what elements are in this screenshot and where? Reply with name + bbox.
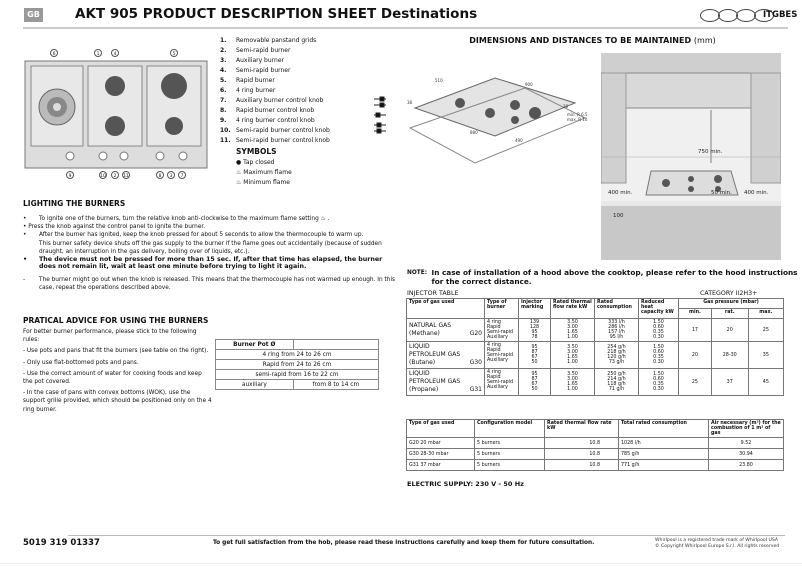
language-badge: GB (24, 8, 43, 22)
svg-text:880: 880 (470, 130, 478, 135)
document-code: 5019 319 01337 (23, 538, 100, 548)
symbol-tap-closed: ● Tap closed (236, 159, 275, 166)
table-header: Burner Pot Ø (216, 340, 294, 350)
footer-divider (68, 535, 785, 536)
copyright: Whirlpool is a registered trade mark of Whirlpool USA © Copyright Whirlpool Europe S.r.l. All rights reserved (655, 538, 780, 549)
gas-category: CATEGORY II2H3+ (700, 290, 758, 297)
list-item: 11. Semi-rapid burner control knob (220, 137, 330, 144)
svg-text:min. R 6.5: min. R 6.5 (567, 112, 588, 117)
table-row: G31 37 mbar 5 burners 10.8 771 g/h 23.80 (407, 460, 784, 471)
table-cell: from 8 to 14 cm (293, 380, 378, 390)
pot-size-table (215, 339, 379, 390)
table-cell: auxiliary (216, 380, 294, 390)
list-item: 9. 4 ring burner control knob (220, 117, 315, 124)
language-circle (700, 9, 720, 22)
table-row: LIQUID PETROLEUM GAS (Butane) G30 4 ring Rapid Semi-rapid Auxiliary 95 87 67 50 3.50 3.00 1.65 1.00 254 g/h 218 g/h 120 g/h 73 g/h 1.50 0.60 0.35 0.30 20 28-30 35 (407, 342, 784, 369)
list-item: 10. Semi-rapid burner control knob (220, 127, 330, 134)
table-row: LIQUID PETROLEUM GAS (Propane) G31 4 ring Rapid Semi-rapid Auxiliary 95 87 67 50 3.50 3.00 1.65 1.00 250 g/h 214 g/h 118 g/h 71 g/h 1.50 0.60 0.35 0.30 25 37 45 (407, 369, 784, 396)
svg-text:750 min.: 750 min. (698, 149, 723, 155)
svg-text:510: 510 (435, 78, 443, 83)
svg-text:490: 490 (515, 138, 523, 143)
svg-text:50 min.: 50 min. (711, 190, 732, 196)
symbols-heading: SYMBOLS (236, 147, 277, 156)
electric-supply: ELECTRIC SUPPLY: 230 V - 50 Hz (407, 480, 524, 488)
list-item: 4. Semi-rapid burner (220, 67, 291, 74)
hob-illustration (22, 44, 212, 184)
min-flame-icon: ♨ (236, 179, 244, 186)
list-item: 2. Semi-rapid burner (220, 47, 291, 54)
lighting-instructions: • To ignite one of the burners, turn the relative knob anti-clockwise to the maximum flame setting ♨ . • Press the knob against the control panel to ignite the burner. • After the burner has ignited, keep the knob pressed for about 5 seconds to allow the thermocouple to warm up. This burner safety device shuts off the gas supply to the burner if the flame goes out accidentally (because of sudden draught, an interruption in the gas delivery, boiling over of liquids, etc.). • The device must not be pressed for more than 15 sec. If, after that time has elapsed, the burner does not remain lit, wait at least one minute before trying to light it again. - The burner might go out when the knob is released. This means that the thermocouple has not warmed up enough. In this case, repeat the operations described above. (23, 216, 396, 292)
callout: 8 (158, 174, 162, 179)
advice-text: For better burner performance, please stick to the following rules: - Use pots and pans that fit the burners (see table on the right). - Only use flat-bottomed pots and pans. - Use the correct amount of water for cooking foods and keep the pot covered. - In the case of pans with convex bottoms (WOK), use the support grille provided, which should be positioned only on the 4 ring burner. (23, 329, 212, 413)
svg-text:900: 900 (525, 82, 533, 87)
page-title: AKT 905 PRODUCT DESCRIPTION SHEET Destinations (75, 6, 478, 22)
list-item: 1. Removable panstand grids (220, 37, 317, 44)
max-flame-icon: ♨ . (318, 216, 330, 222)
callout: 11 (123, 174, 129, 179)
injector-table: Type of gas used Type of burner Injector marking Rated thermal flow rate kW Rated consumption Reduced heat capacity kW Gas pressure (mbar) min. rat. max. NATURAL GAS (Methane) G20 4 ring Rapid Semi-rapid Auxiliary 139 128 95 78 3.50 3.00 1.65 1.00 333 l/h 286 l/h 157 l/h 95 l/h 1.50 0.60 0.35 0.30 17 20 25 LIQUID PETROLEUM GAS (Butane) G30 4 ring Rapid Semi-rapid Auxiliary 95 87 67 50 3.50 3.00 1.65 1.00 254 g/h 218 g/h 120 g/h 73 g/h 1.50 0.60 0.35 0.30 20 28-30 35 LIQUID PETROLEUM GAS (Propane) G31 4 ring Rapid Semi-rapid Auxiliary 95 87 67 50 3.50 3.00 1.65 1.00 250 g/h 214 g/h 118 g/h 71 g/h 1.50 0.60 0.35 0.30 25 37 45 (406, 298, 784, 396)
table-row: G30 28-30 mbar 5 burners 10.8 785 g/h 30.94 (407, 449, 784, 460)
svg-text:400 min.: 400 min. (744, 190, 769, 196)
symbol-min-flame: ♨ Minimum flame (236, 179, 291, 186)
callout: 9 (68, 174, 72, 179)
configuration-table: Type of gas used Configuration model Rated thermal flow rate kW Total rated consumption Air necessary (m³) for the combustion of 1 m³ of gas G20 20 mbar 5 burners 10.8 1028 l/h 9.52 G30 28-30 mbar 5 burners 10.8 785 g/h 30.94 G31 37 mbar 5 burners 10.8 771 g/h 23.80 (406, 419, 784, 471)
callout: 4 (113, 52, 117, 57)
lighting-heading: LIGHTING THE BURNERS (23, 199, 126, 208)
list-item: 5. Rapid burner (220, 77, 275, 84)
callout: 2 (113, 174, 117, 179)
list-item: 6. 4 ring burner (220, 87, 276, 94)
language-circle (736, 9, 756, 22)
table-row: G20 20 mbar 5 burners 10.8 1028 l/h 9.52 (407, 438, 784, 449)
svg-text:20: 20 (563, 104, 569, 109)
callout: 10 (100, 174, 106, 179)
parts-list (220, 36, 330, 188)
language-circle (718, 9, 738, 22)
callout: 3 (169, 174, 173, 179)
table-row: Rapid from 24 to 26 cm (216, 360, 379, 370)
installation-dimensions-drawing (405, 58, 590, 168)
advice-heading: PRATICAL ADVICE FOR USING THE BURNERS (23, 316, 209, 325)
list-item: 3. Auxiliary burner (220, 57, 284, 64)
tap-closed-icon: ● (236, 159, 244, 166)
svg-text:400 min.: 400 min. (608, 190, 633, 196)
svg-text:100: 100 (613, 213, 624, 219)
max-flame-icon: ♨ (236, 169, 244, 176)
callout: 5 (172, 52, 176, 57)
list-item: 8. Rapid burner control knob (220, 107, 315, 114)
callout: 7 (180, 174, 184, 179)
knob-position-icons (372, 94, 388, 142)
bottom-divider (0, 563, 802, 564)
callout: 6 (52, 52, 56, 57)
table-row: semi-rapid from 16 to 22 cm (216, 370, 379, 380)
callout: 1 (96, 52, 100, 57)
header-divider (23, 27, 788, 29)
injector-table-title: INJECTOR TABLE (407, 290, 459, 297)
list-item: 7. Auxiliary burner control knob (220, 97, 324, 104)
symbol-max-flame: ♨ Maximum flame (236, 169, 292, 176)
footer-note: To get full satisfaction from the hob, please read these instructions carefully and keep them for future consultation. (213, 540, 595, 546)
kitchen-clearance-drawing (601, 53, 781, 260)
language-codes: ITGBES (763, 10, 798, 20)
svg-text:max. R 10: max. R 10 (567, 117, 588, 122)
table-row: 4 ring from 24 to 26 cm (216, 350, 379, 360)
dimensions-heading: DIMENSIONS AND DISTANCES TO BE MAINTAINED (mm) (469, 36, 716, 45)
hood-note: NOTE: In case of installation of a hood above the cooktop, please refer to the hood instructions for the correct distance. (407, 268, 798, 286)
table-row: NATURAL GAS (Methane) G20 4 ring Rapid Semi-rapid Auxiliary 139 128 95 78 3.50 3.00 1.65 1.00 333 l/h 286 l/h 157 l/h 95 l/h 1.50 0.60 0.35 0.30 17 20 25 (407, 319, 784, 342)
svg-text:38: 38 (407, 100, 413, 105)
